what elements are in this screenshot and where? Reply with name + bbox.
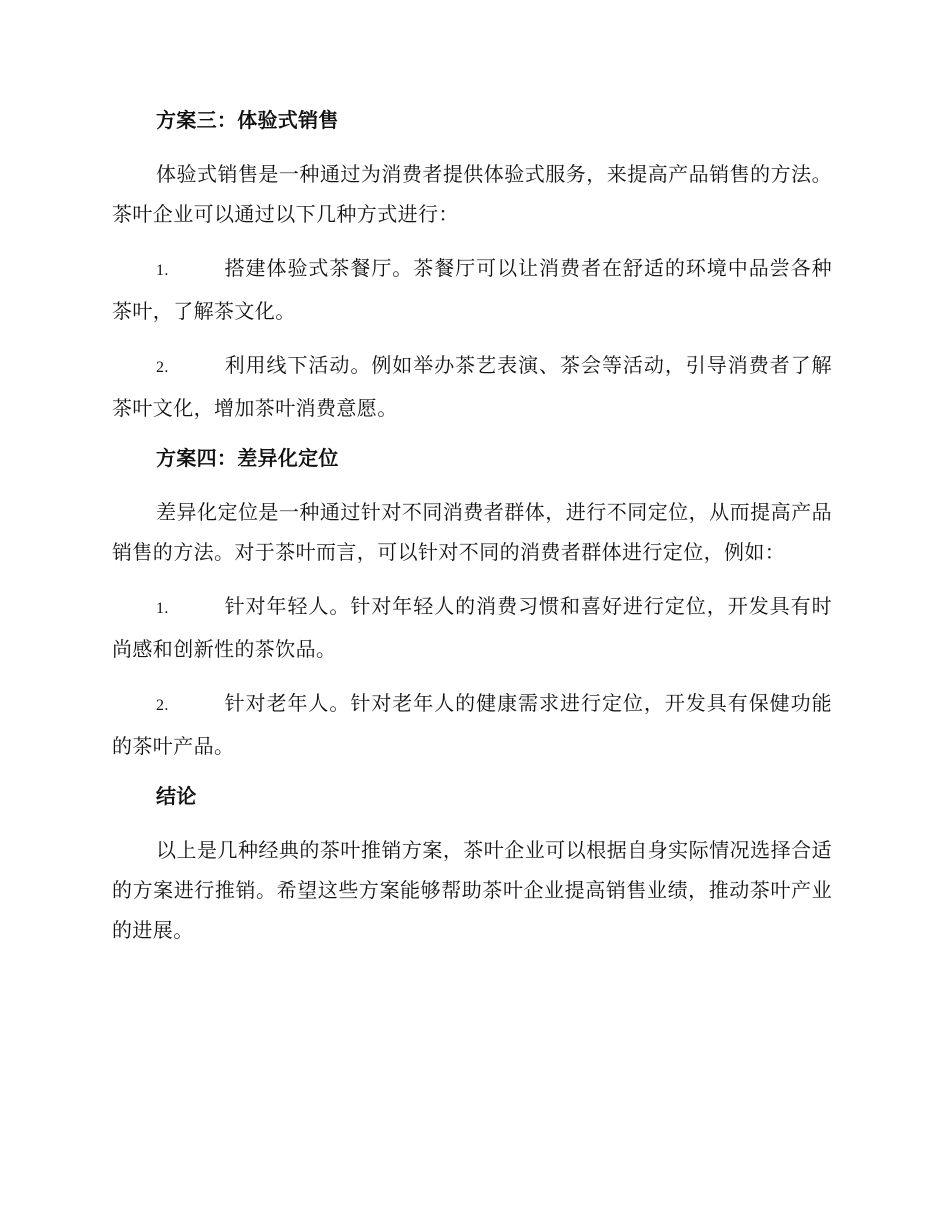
document-page [112,104,832,950]
list-item [112,248,832,331]
list-item-number: 2. [156,359,169,376]
list-item-text: 利用线下活动。例如举办茶艺表演、茶会等活动，引导消费者了解茶叶文化，增加茶叶消费意愿。 [112,353,832,420]
list-item-text: 搭建体验式茶餐厅。茶餐厅可以让消费者在舒适的环境中品尝各种茶叶，了解茶文化。 [112,256,832,323]
list-item [112,345,832,428]
section-heading-experiential-sales: 方案三：体验式销售 [156,108,339,132]
section-heading-conclusion: 结论 [156,784,197,808]
list-item-text: 针对老年人。针对老年人的健康需求进行定位，开发具有保健功能的茶叶产品。 [112,691,832,758]
conclusion-text: 以上是几种经典的茶叶推销方案，茶叶企业可以根据自身实际情况选择合适的方案进行推销。希望这些方案能够帮助茶叶企业提高销售业绩，推动茶叶产业的进展。 [112,838,832,942]
list-item-number: 1. [156,600,169,617]
list-item [112,586,832,669]
section-intro-differentiated-positioning: 差异化定位是一种通过针对不同消费者群体，进行不同定位，从而提高产品销售的方法。对于茶叶而言，可以针对不同的消费者群体进行定位，例如： [112,500,832,564]
section-intro-experiential-sales: 体验式销售是一种通过为消费者提供体验式服务，来提高产品销售的方法。茶叶企业可以通过以下几种方式进行： [112,162,832,226]
list-item-number: 1. [156,262,169,279]
list-item-text: 针对年轻人。针对年轻人的消费习惯和喜好进行定位，开发具有时尚感和创新性的茶饮品。 [112,594,832,661]
list-item-number: 2. [156,697,169,714]
section-heading-differentiated-positioning: 方案四：差异化定位 [156,446,339,470]
list-item [112,683,832,766]
